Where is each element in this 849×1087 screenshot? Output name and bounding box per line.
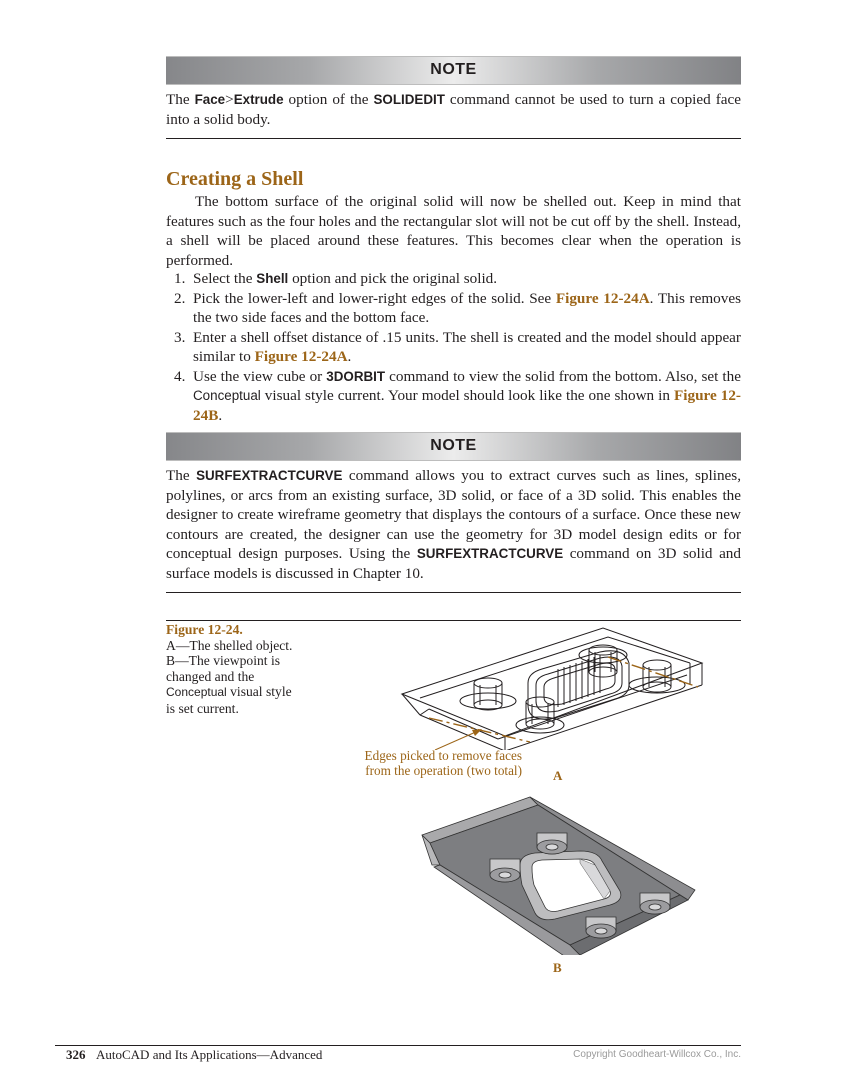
figure-reference: Figure 12-24A (254, 348, 348, 365)
command-name: 3DORBIT (326, 368, 386, 384)
text: The (166, 467, 197, 484)
text: command cannot be used to turn a copied face into a solid body. (166, 91, 741, 128)
text: . (347, 348, 352, 365)
command-name: Face (194, 92, 226, 107)
text: Pick the lower-left and lower-right edges of the solid. See (193, 289, 556, 307)
text: Select the (193, 270, 257, 287)
text: visual style current. Your model should look like the one shown in (260, 387, 674, 404)
text: > (225, 91, 234, 108)
intro-paragraph (166, 192, 741, 270)
text: option of the (283, 91, 374, 108)
section-heading: Creating a Shell (166, 168, 304, 190)
caption-text: A—The shelled object. B—The viewpoint is changed and the (166, 637, 293, 684)
boss-hole-2 (516, 697, 564, 733)
steps-list (166, 269, 741, 425)
step-number: 1. (174, 270, 186, 287)
step-number: 2. (174, 289, 186, 307)
figure-reference: Figure 12-24B (193, 387, 741, 424)
text: command to view the solid from the bottom. Also, set the (385, 367, 741, 385)
text: Enter a shell offset distance of .15 units. The shell is created and the model should appear similar to (193, 328, 741, 365)
option-name: Extrude (233, 92, 284, 107)
ui-term: Conceptual (193, 388, 261, 403)
command-name: SURFEXTRACTCURVE (196, 468, 343, 483)
conceptual-shell-render-b (420, 795, 700, 955)
figure-reference: Figure 12-24A (555, 289, 650, 307)
note-header-bar (166, 56, 741, 85)
callout-label: Edges picked to remove faces from the operation (two total) (364, 748, 522, 779)
note-body (166, 466, 741, 593)
page-number: 326 (66, 1047, 86, 1062)
step-item (166, 289, 741, 328)
paragraph-text: The bottom surface of the original solid will now be shelled out. Keep in mind that features such as the four holes and the rectangular slot will not be cut off by the shell. Instead, a shell will be placed around these features. This becomes clear when the operation is performed. (166, 193, 741, 269)
step-item (166, 367, 741, 426)
copyright: Copyright Goodheart-Willcox Co., Inc. (573, 1049, 741, 1060)
step-item (166, 269, 741, 289)
text: command allows you to extract curves such as lines, splines, polylines, or arcs from an existing surface, 3D solid, or face of a 3D solid. This enables the designer to create wireframe geometry that displays the contours of a surface. Once these new contours are created, the designer can use the geometry for 3D model design edits or for conceptual design purposes. Using the (166, 467, 741, 562)
boss-2 (537, 833, 567, 854)
text: option and pick the original solid. (288, 270, 498, 287)
boss-hole-4 (629, 660, 685, 693)
command-name: SURFEXTRACTCURVE (416, 546, 564, 561)
wireframe-shell-drawing-a (400, 625, 740, 750)
note-title: NOTE (430, 61, 477, 78)
note-box-2 (166, 432, 741, 593)
book-title: AutoCAD and Its Applications—Advanced (96, 1047, 323, 1062)
step-item (166, 328, 741, 367)
figure-top-rule (166, 620, 741, 621)
footer-rule (55, 1045, 741, 1046)
boss-3 (640, 893, 670, 914)
figure-number: Figure 12-24. (166, 622, 243, 637)
ui-term: Conceptual (166, 685, 227, 700)
option-name: Shell (256, 271, 289, 286)
command-name: SOLIDEDIT (373, 92, 445, 107)
step-number: 4. (174, 367, 186, 385)
text: The (166, 91, 195, 108)
boss-1 (490, 859, 520, 882)
text: command on 3D solid and surface models is discussed in Chapter 10. (166, 545, 741, 582)
figure-label-b: B (553, 960, 562, 975)
text: Use the view cube or (193, 367, 327, 385)
note-title: NOTE (430, 437, 477, 454)
note-box-1 (166, 56, 741, 139)
text: . This removes the two side faces and the bottom face. (193, 289, 741, 326)
note-header-bar (166, 432, 741, 461)
figure-caption (166, 622, 296, 717)
note-body (166, 90, 741, 139)
caption-text: visual style is set current. (166, 684, 292, 716)
step-number: 3. (174, 328, 186, 346)
boss-4 (586, 917, 616, 938)
figure-label-a: A (553, 768, 563, 783)
text: . (218, 406, 223, 424)
